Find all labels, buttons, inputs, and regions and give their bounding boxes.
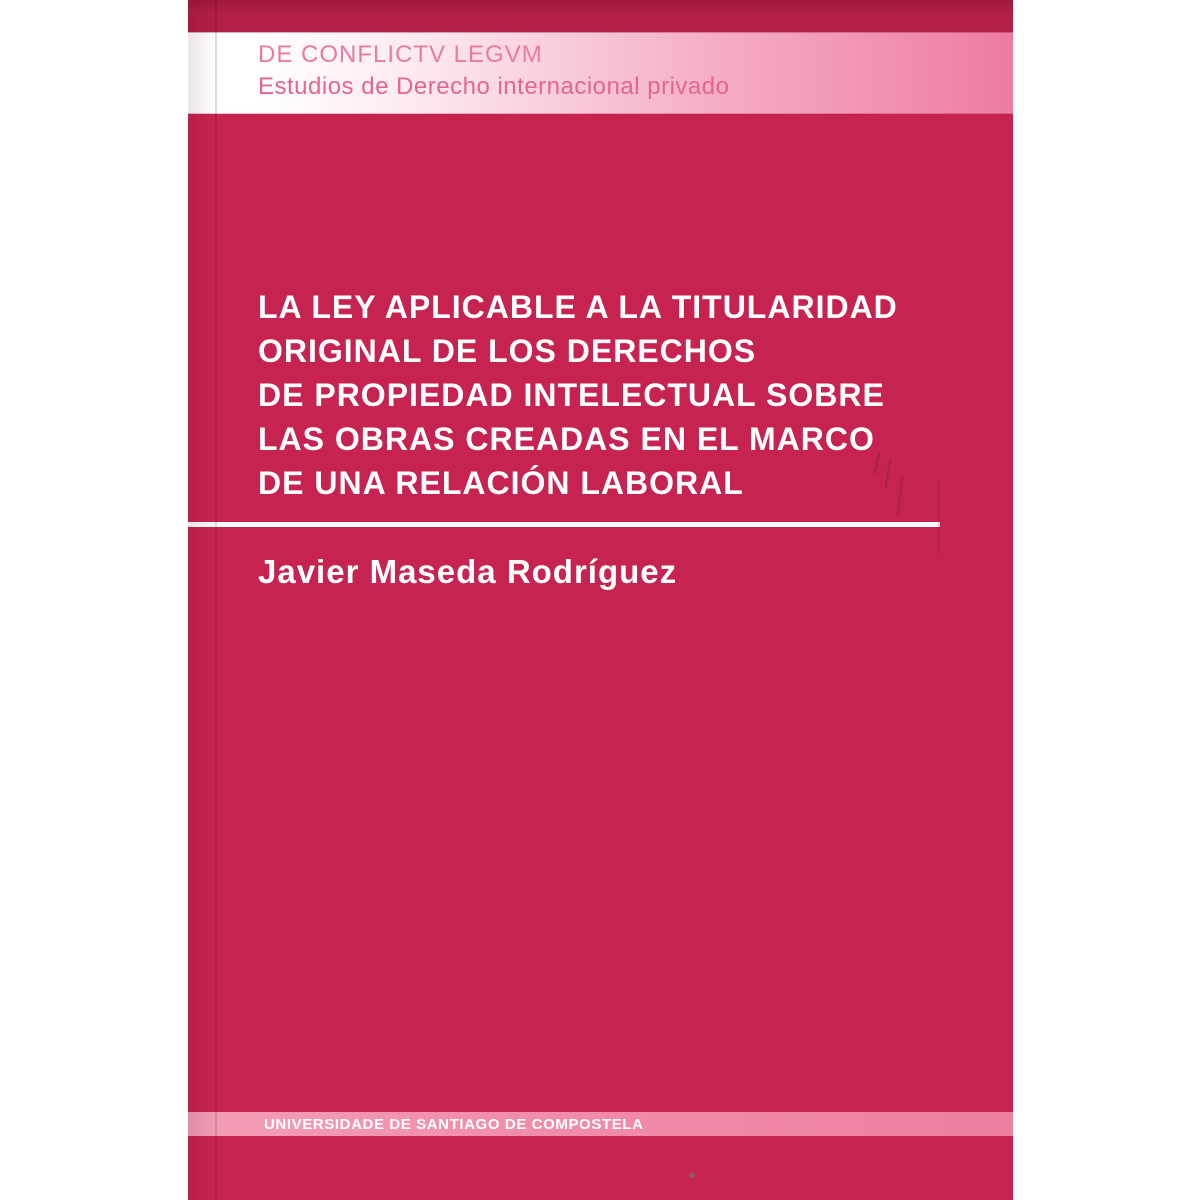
- spine-shading: [188, 0, 218, 1200]
- divider-rule: [188, 522, 940, 527]
- author-name: Javier Maseda Rodríguez: [258, 553, 678, 590]
- publisher-band: [188, 1112, 1013, 1136]
- title-line: LA LEY APLICABLE A LA TITULARIDAD: [258, 289, 898, 325]
- book-title: [258, 285, 948, 505]
- title-line: ORIGINAL DE LOS DERECHOS: [258, 333, 757, 369]
- dust-speck: [689, 1173, 695, 1178]
- publisher-name: UNIVERSIDADE DE SANTIAGO DE COMPOSTELA: [264, 1115, 644, 1133]
- book-cover: [188, 0, 1013, 1200]
- series-title: DE CONFLICTV LEGVM: [258, 41, 543, 68]
- title-line: DE UNA RELACIÓN LABORAL: [258, 465, 744, 501]
- title-line: DE PROPIEDAD INTELECTUAL SOBRE: [258, 377, 885, 413]
- spine-crease: [215, 0, 217, 1200]
- top-band: [188, 0, 1013, 32]
- series-subtitle: Estudios de Derecho internacional privado: [258, 73, 730, 100]
- title-line: LAS OBRAS CREADAS EN EL MARCO: [258, 421, 875, 457]
- series-band: [188, 32, 1013, 114]
- pen-mark: [938, 480, 940, 554]
